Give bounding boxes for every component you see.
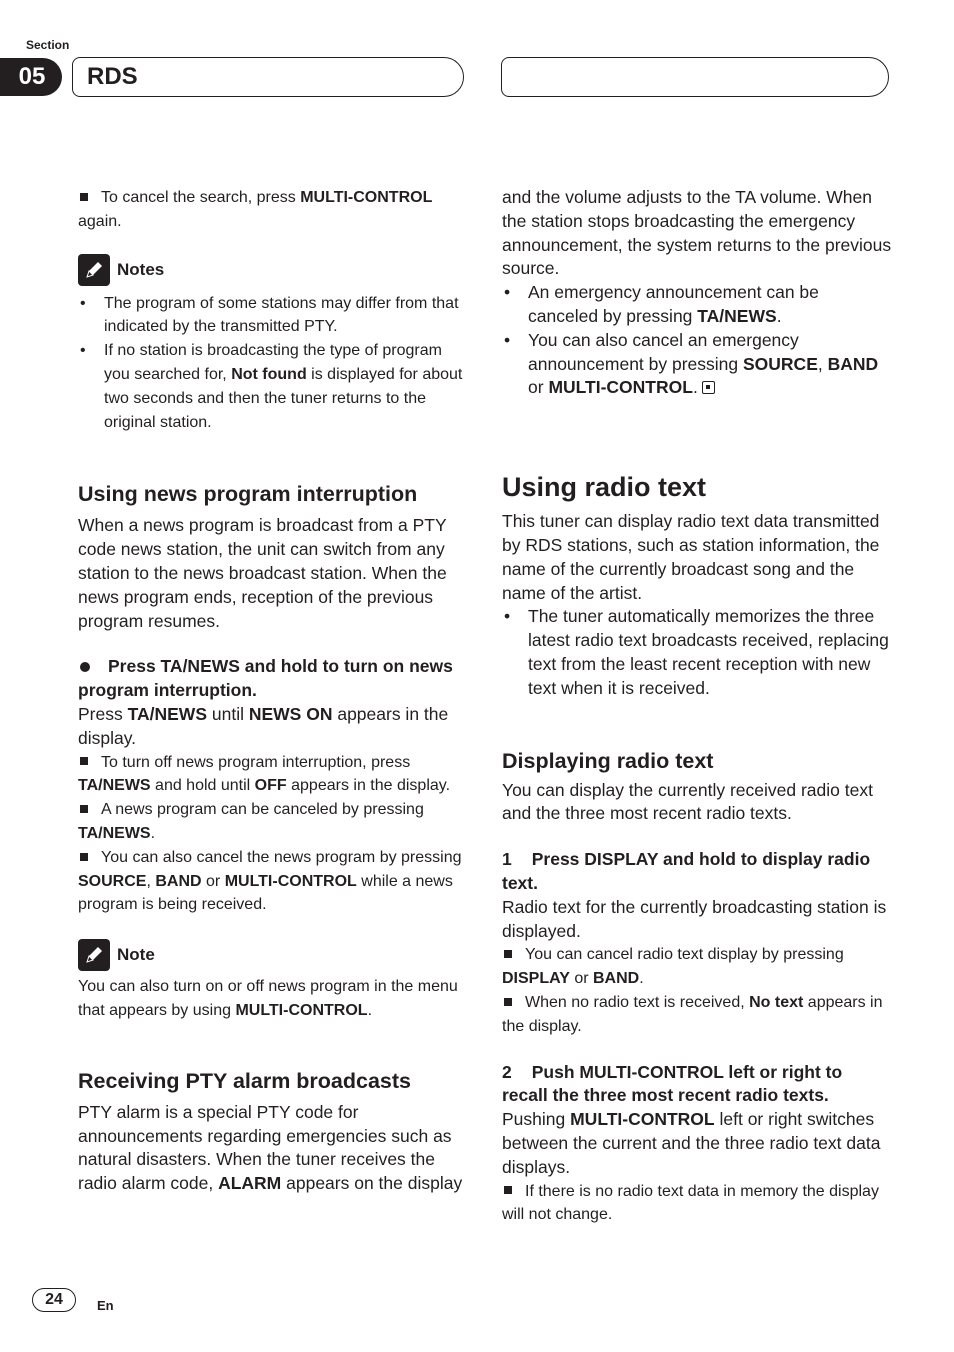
alarm-intro: PTY alarm is a special PTY code for announcements regarding emergencies such as natural disasters. When the tuner receives the radio alarm code, ALARM appears on the display (78, 1101, 463, 1194)
news-also-cancel: You can also cancel the news program by pressing SOURCE, BAND or MULTI-CONTROL while a news program is being received. (78, 848, 462, 914)
display-cancel: You can cancel radio text display by pressing DISPLAY or BAND. (502, 946, 844, 988)
square-bullet-icon (80, 757, 88, 765)
end-of-section-icon (702, 381, 715, 394)
pencil-note-icon (78, 939, 110, 971)
note-heading: Note (78, 937, 468, 973)
pencil-note-icon (78, 254, 110, 286)
language-label: En (97, 1298, 114, 1313)
radio-text-heading: Using radio text (502, 472, 707, 503)
page-number: 24 (32, 1288, 76, 1312)
square-bullet-icon (80, 805, 88, 813)
note-text: You can also turn on or off news program in the menu that appears by using MULTI-CONTROL. (78, 978, 458, 1019)
square-bullet-icon (504, 998, 512, 1006)
section-title: RDS (72, 57, 464, 97)
news-press: Press TA/NEWS until NEWS ON appears in the display. (78, 703, 449, 748)
display-heading: Displaying radio text (502, 748, 714, 773)
disc-bullet-icon (80, 662, 90, 672)
alarm-bullet-item: • An emergency announcement can be canceled by pressing TA/NEWS. (502, 281, 892, 329)
display-no-data: If there is no radio text data in memory the display will not change. (502, 1182, 879, 1224)
section-number-badge: 05 (0, 58, 62, 96)
square-bullet-icon (504, 1186, 512, 1194)
alarm-continued: and the volume adjusts to the TA volume. When the station stops broadcasting the emergency announcement, the system returns to the previous source. (502, 187, 892, 279)
news-cancel: A news program can be canceled by pressing TA/NEWS. (78, 801, 424, 842)
radio-text-bullets (502, 605, 892, 700)
news-intro: When a news program is broadcast from a PTY code news station, the unit can switch from any station to the news broadcast station. When the news program ends, reception of the previous program resumes. (78, 515, 447, 631)
cancel-search-note: To cancel the search, press MULTI-CONTROL again. (78, 189, 433, 230)
header-empty-box (501, 57, 889, 97)
news-step: Press TA/NEWS and hold to turn on news program interruption. (78, 656, 453, 701)
alarm-heading: Receiving PTY alarm broadcasts (78, 1068, 411, 1093)
square-bullet-icon (80, 193, 88, 201)
news-heading: Using news program interruption (78, 482, 418, 507)
section-label: Section (26, 38, 70, 52)
display-intro: You can display the currently received radio text and the three most recent radio texts. (502, 779, 873, 824)
note-item: • The program of some stations may differ from that indicated by the transmitted PTY. (78, 292, 468, 340)
display-no-text: When no radio text is received, No text appears in the display. (502, 993, 883, 1035)
alarm-bullet-item: • You can also cancel an emergency announcement by pressing SOURCE, BAND or MULTI-CONTROL. (502, 329, 892, 400)
left-column (78, 186, 468, 1196)
display-step-1: 1 Press DISPLAY and hold to display radio text. (502, 849, 871, 893)
square-bullet-icon (80, 853, 88, 861)
display-step-1-body: Radio text for the currently broadcasting station is displayed. (502, 896, 887, 941)
radio-text-bullet-item: • The tuner automatically memorizes the three latest radio text broadcasts received, replacing text from the least recent reception with new text when it is received. (502, 605, 892, 700)
note-item: • If no station is broadcasting the type of program you searched for, Not found is displayed for about two seconds and then the tuner returns to the original station. (78, 339, 468, 434)
notes-heading: Notes (78, 252, 468, 288)
notes-list (78, 292, 468, 435)
alarm-bullets (502, 281, 892, 400)
square-bullet-icon (504, 950, 512, 958)
display-step-2: 2 Push MULTI-CONTROL left or right to recall the three most recent radio texts. (502, 1061, 843, 1106)
display-step-2-body: Pushing MULTI-CONTROL left or right switches between the current and the three radio text data displays. (502, 1109, 881, 1177)
radio-text-intro: This tuner can display radio text data transmitted by RDS stations, such as station information, the name of the currently broadcast song and the name of the artist. (502, 511, 880, 603)
news-turn-off: To turn off news program interruption, press TA/NEWS and hold until OFF appears in the display. (78, 753, 451, 795)
right-column (502, 186, 892, 1227)
